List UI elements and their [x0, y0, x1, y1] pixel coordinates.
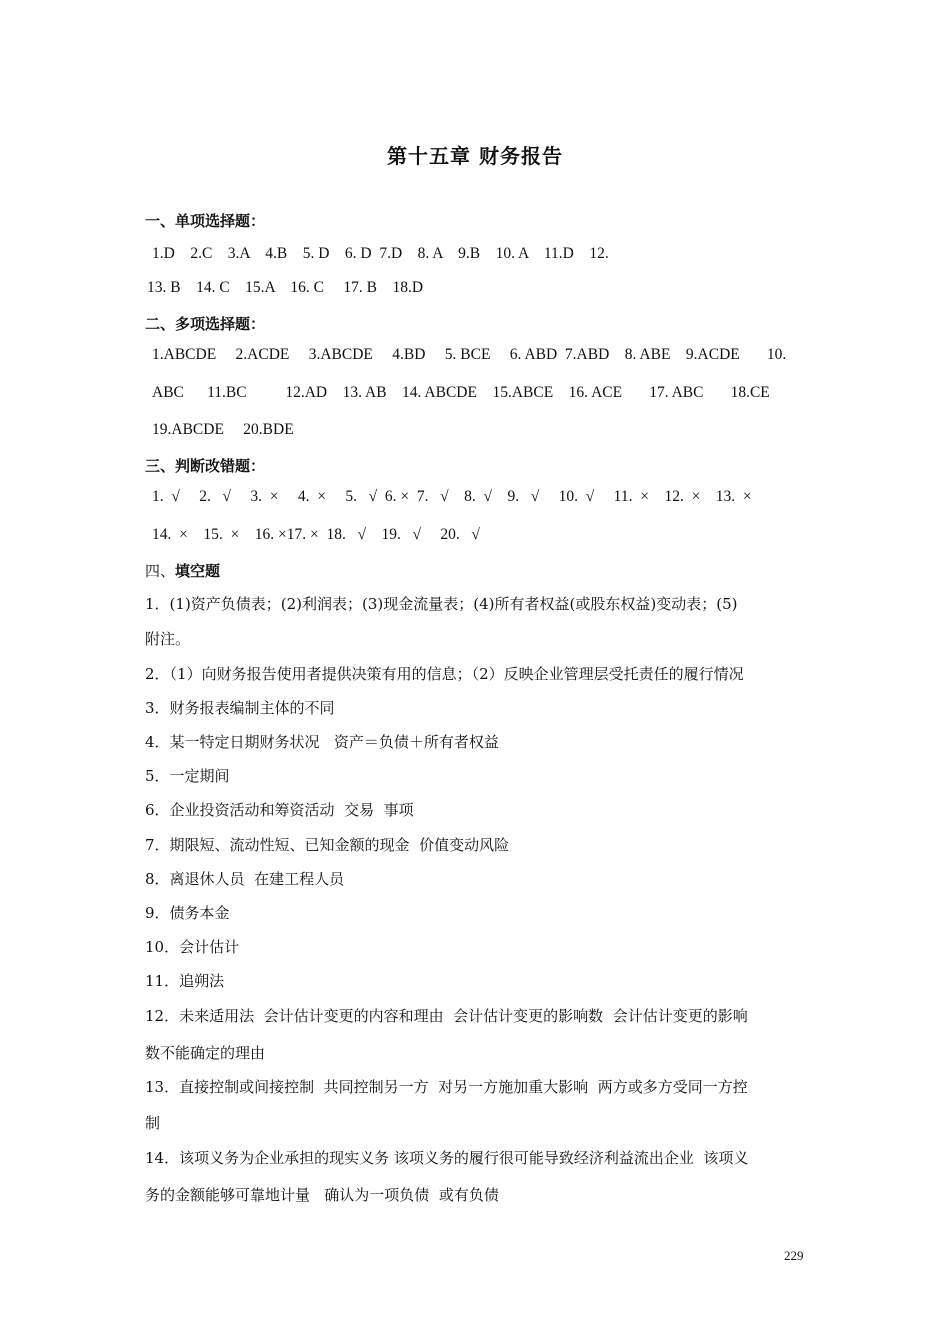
fill-blank-item: 8．离退休人员 在建工程人员	[145, 870, 345, 888]
fill-blank-item: 13．直接控制或间接控制 共同控制另一方 对另一方施加重大影响 两方或多方受同一方控	[145, 1078, 748, 1096]
fill-blank-item: 附注。	[145, 630, 191, 648]
section-heading-true-false: 三、判断改错题：	[145, 457, 266, 475]
fill-blank-item: 4．某一特定日期财务状况 资产＝负债＋所有者权益	[145, 733, 499, 751]
fill-blank-item: 12．未来适用法 会计估计变更的内容和理由 会计估计变更的影响数 会计估计变更的影响	[145, 1007, 748, 1025]
fill-blank-item: 务的金额能够可靠地计量 确认为一项负债 或有负债	[145, 1186, 499, 1204]
section-heading-fill-blank-main: 填空题	[175, 562, 221, 580]
single-choice-answers-line-1: 1.D 2.C 3.A 4.B 5. D 6. D 7.D 8. A 9.B 10. A 11.D 12.	[152, 245, 609, 262]
fill-blank-item: 1．(1)资产负债表；(2)利润表；(3)现金流量表；(4)所有者权益(或股东权益)变动表；(5)	[145, 595, 738, 613]
section-heading-fill-blank	[145, 560, 220, 581]
fill-blank-item: 6．企业投资活动和筹资活动 交易 事项	[145, 801, 414, 819]
multiple-choice-answers-line-2: ABC 11.BC 12.AD 13. AB 14. ABCDE 15.ABCE 16. ACE 17. ABC 18.CE	[152, 384, 770, 401]
true-false-answers-line-2: 14. × 15. × 16. ×17. × 18. √ 19. √ 20. √	[152, 526, 480, 543]
section-heading-fill-blank-prefix: 四、	[145, 562, 176, 580]
fill-blank-item: 7．期限短、流动性短、已知金额的现金 价值变动风险	[145, 836, 510, 854]
section-heading-multiple-choice: 二、多项选择题：	[145, 315, 266, 333]
fill-blank-item: 制	[145, 1114, 161, 1132]
section-heading-single-choice: 一、单项选择题：	[145, 212, 266, 230]
fill-blank-item: 11．追朔法	[145, 972, 225, 990]
multiple-choice-answers-line-3: 19.ABCDE 20.BDE	[152, 421, 294, 438]
single-choice-answers-line-2: 13. B 14. C 15.A 16. C 17. B 18.D	[147, 279, 424, 296]
fill-blank-item: 2．（1）向财务报告使用者提供决策有用的信息；（2）反映企业管理层受托责任的履行情况	[145, 665, 744, 683]
fill-blank-item: 10．会计估计	[145, 938, 240, 956]
chapter-title: 第十五章 财务报告	[387, 144, 563, 168]
fill-blank-item: 9．债务本金	[145, 904, 230, 922]
fill-blank-item: 3．财务报表编制主体的不同	[145, 699, 335, 717]
fill-blank-item: 5．一定期间	[145, 767, 230, 785]
true-false-answers-line-1: 1. √ 2. √ 3. × 4. × 5. √ 6. × 7. √ 8. √ 9. √ 10. √ 11. × 12. × 13. ×	[152, 488, 752, 505]
page-number: 229	[784, 1248, 804, 1263]
fill-blank-item: 数不能确定的理由	[145, 1044, 266, 1062]
fill-blank-item: 14．该项义务为企业承担的现实义务 该项义务的履行很可能导致经济利益流出企业 该项义	[145, 1149, 749, 1167]
multiple-choice-answers-line-1: 1.ABCDE 2.ACDE 3.ABCDE 4.BD 5. BCE 6. ABD 7.ABD 8. ABE 9.ACDE 10.	[152, 346, 787, 363]
